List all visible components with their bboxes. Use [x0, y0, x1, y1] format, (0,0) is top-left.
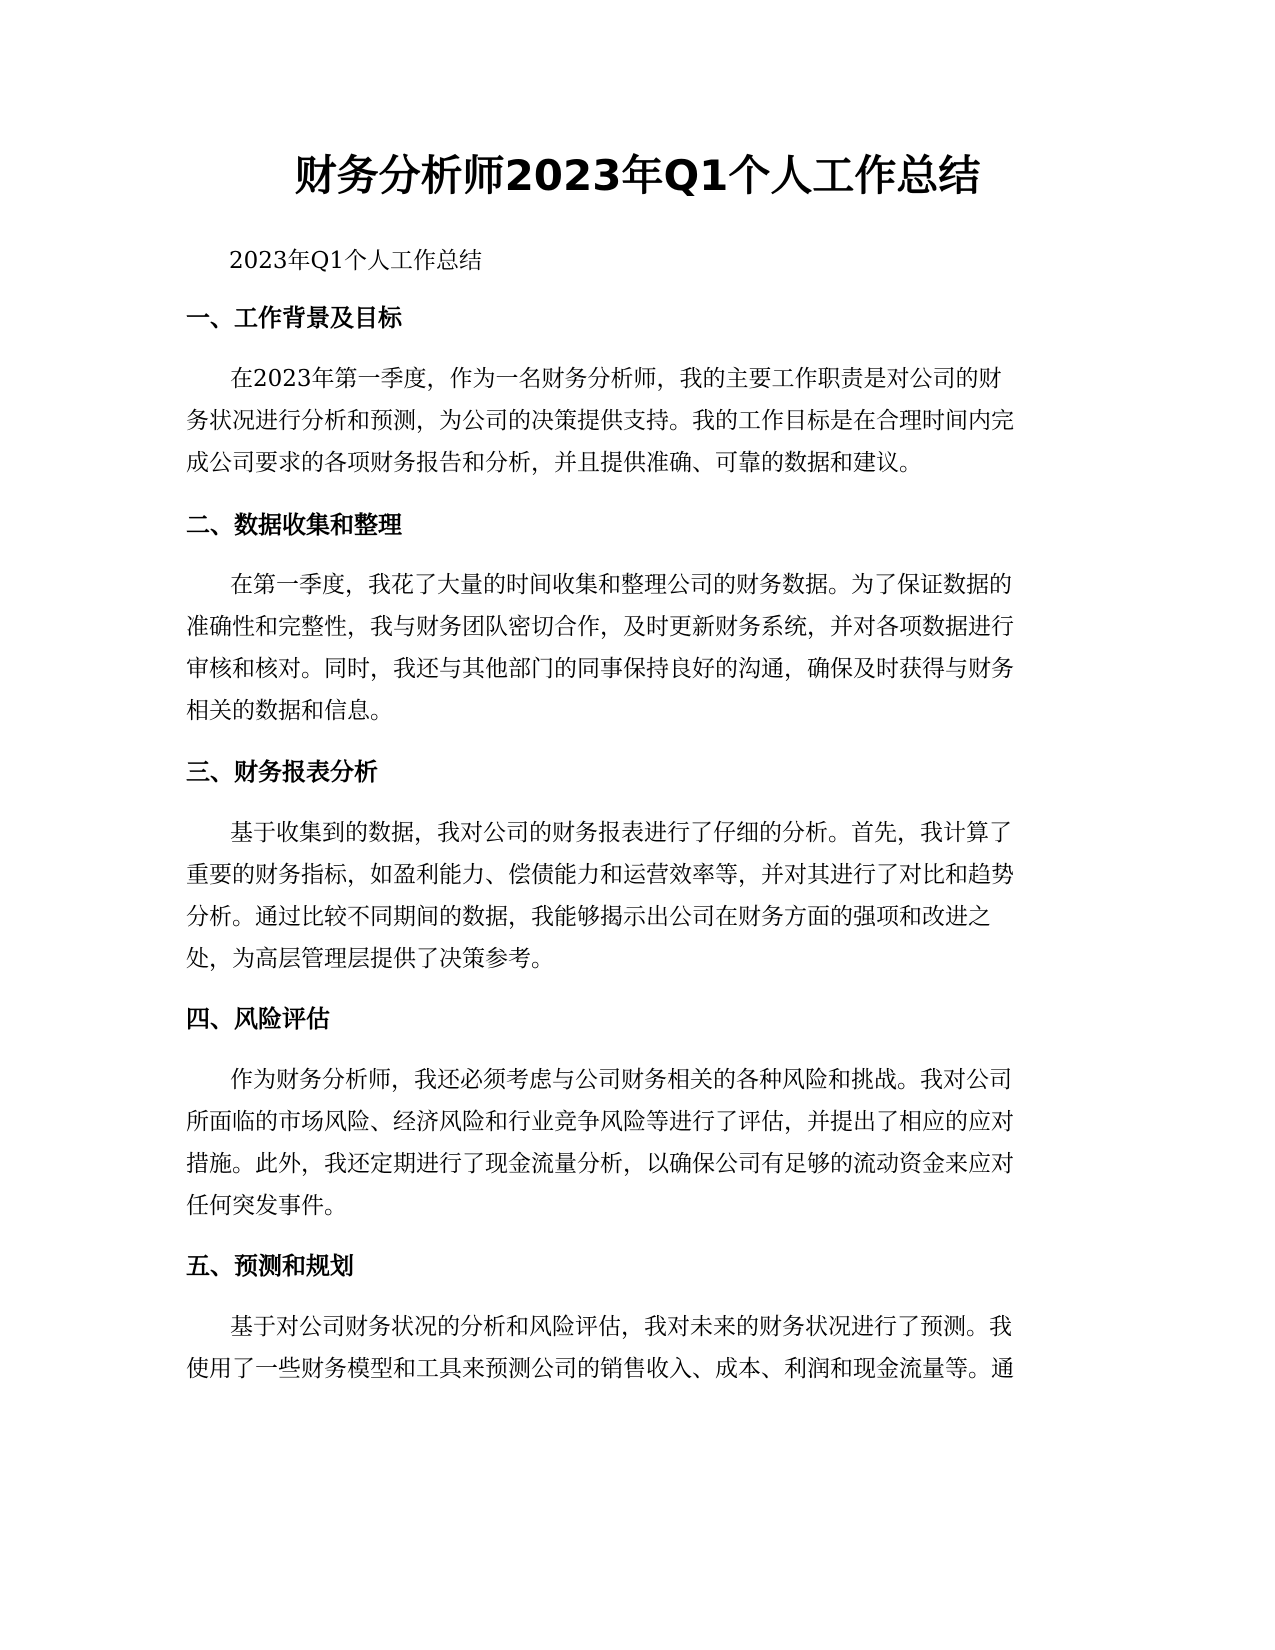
document-title: 财务分析师2023年Q1个人工作总结: [294, 151, 981, 200]
paragraph-line: 重要的财务指标，如盈利能力、偿债能力和运营效率等，并对其进行了对比和趋势: [186, 862, 1014, 888]
section-heading-5: 五、预测和规划: [186, 1252, 354, 1280]
section-heading-4: 四、风险评估: [186, 1005, 330, 1033]
paragraph-line: 任何突发事件。: [186, 1193, 347, 1219]
paragraph-line: 使用了一些财务模型和工具来预测公司的销售收入、成本、利润和现金流量等。通: [186, 1356, 1014, 1382]
section-paragraph-5: [186, 1306, 1086, 1390]
section-paragraph-1: [186, 358, 1086, 484]
paragraph-line: 基于收集到的数据，我对公司的财务报表进行了仔细的分析。首先，我计算了: [230, 820, 1012, 846]
document-subtitle: 2023年Q1个人工作总结: [229, 248, 483, 274]
paragraph-line: 作为财务分析师，我还必须考虑与公司财务相关的各种风险和挑战。我对公司: [230, 1067, 1012, 1093]
paragraph-line: 准确性和完整性，我与财务团队密切合作，及时更新财务系统，并对各项数据进行: [186, 614, 1014, 640]
paragraph-line: 基于对公司财务状况的分析和风险评估，我对未来的财务状况进行了预测。我: [230, 1314, 1012, 1340]
paragraph-line: 相关的数据和信息。: [186, 698, 393, 724]
section-heading-3: 三、财务报表分析: [186, 758, 378, 786]
paragraph-line: 措施。此外，我还定期进行了现金流量分析，以确保公司有足够的流动资金来应对: [186, 1151, 1014, 1177]
paragraph-line: 务状况进行分析和预测，为公司的决策提供支持。我的工作目标是在合理时间内完: [186, 408, 1014, 434]
paragraph-line: 成公司要求的各项财务报告和分析，并且提供准确、可靠的数据和建议。: [186, 450, 922, 476]
paragraph-line: 在第一季度，我花了大量的时间收集和整理公司的财务数据。为了保证数据的: [230, 572, 1012, 598]
paragraph-line: 审核和核对。同时，我还与其他部门的同事保持良好的沟通，确保及时获得与财务: [186, 656, 1014, 682]
section-paragraph-4: [186, 1059, 1086, 1227]
section-paragraph-3: [186, 812, 1086, 980]
paragraph-line: 分析。通过比较不同期间的数据，我能够揭示出公司在财务方面的强项和改进之: [186, 904, 991, 930]
paragraph-line: 处，为高层管理层提供了决策参考。: [186, 946, 554, 972]
section-paragraph-2: [186, 564, 1086, 732]
section-heading-1: 一、工作背景及目标: [186, 304, 402, 332]
section-heading-2: 二、数据收集和整理: [186, 511, 402, 539]
paragraph-line: 所面临的市场风险、经济风险和行业竞争风险等进行了评估，并提出了相应的应对: [186, 1109, 1014, 1135]
paragraph-line: 在2023年第一季度，作为一名财务分析师，我的主要工作职责是对公司的财: [230, 366, 1002, 392]
